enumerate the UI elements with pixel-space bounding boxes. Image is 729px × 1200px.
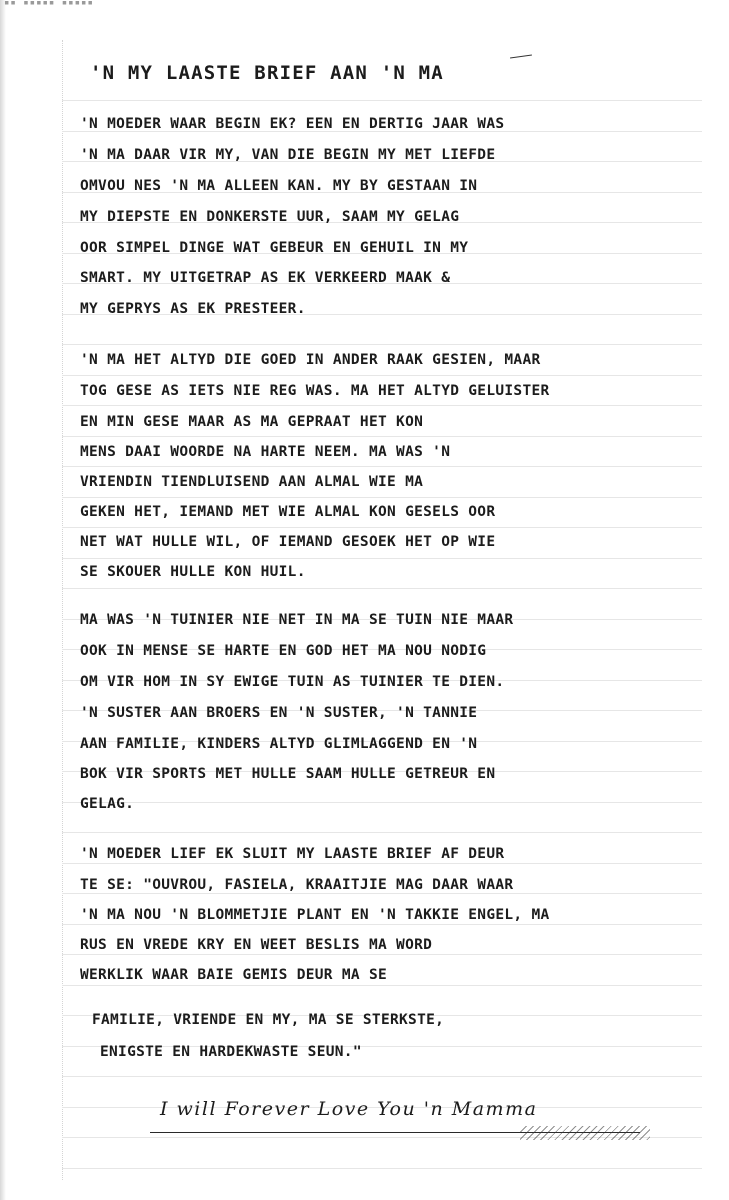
ruled-line: [62, 375, 702, 376]
p4-line-4: RUS EN VREDE KRY EN WEET BESLIS MA WORD: [80, 937, 433, 953]
p1-line-2: 'N MA DAAR VIR MY, VAN DIE BEGIN MY MET LIEFDE: [80, 147, 496, 163]
p3-line-7: GELAG.: [80, 796, 135, 812]
ruled-line: [62, 924, 702, 925]
p2-line-7: NET WAT HULLE WIL, OF IEMAND GESOEK HET OP WIE: [80, 534, 496, 550]
p2-line-2: TOG GESE AS IETS NIE REG WAS. MA HET ALTYD GELUISTER: [80, 383, 550, 399]
ruled-line: [62, 466, 702, 467]
ruled-line: [62, 497, 702, 498]
ruled-line: [62, 527, 702, 528]
ruled-line: [62, 344, 702, 345]
p2-line-3: EN MIN GESE MAAR AS MA GEPRAAT HET KON: [80, 414, 424, 430]
p1-line-3: OMVOU NES 'N MA ALLEEN KAN. MY BY GESTAAN IN: [80, 178, 478, 194]
letter-title: 'N MY LAASTE BRIEF AAN 'N MA: [90, 62, 444, 84]
ruled-line: [62, 985, 702, 986]
margin-line: [62, 40, 63, 1180]
p2-line-5: VRIENDIN TIENDLUISEND AAN ALMAL WIE MA: [80, 474, 424, 490]
ruled-line: [62, 832, 702, 833]
p3-line-3: OM VIR HOM IN SY EWIGE TUIN AS TUINIER TE DIEN.: [80, 674, 505, 690]
ruled-line: [62, 558, 702, 559]
p2-line-8: SE SKOUER HULLE KON HUIL.: [80, 564, 306, 580]
closing-signature: I will Forever Love You 'n Mamma: [160, 1098, 538, 1120]
p3-line-6: BOK VIR SPORTS MET HULLE SAAM HULLE GETREUR EN: [80, 766, 496, 782]
p1-line-6: SMART. MY UITGETRAP AS EK VERKEERD MAAK &: [80, 270, 451, 286]
ruled-line: [62, 405, 702, 406]
p4-line-5: WERKLIK WAAR BAIE GEMIS DEUR MA SE: [80, 967, 388, 983]
p3-line-2: OOK IN MENSE SE HARTE EN GOD HET MA NOU NODIG: [80, 643, 487, 659]
p4-line-2: TE SE: "OUVROU, FASIELA, KRAAITJIE MAG DAAR WAAR: [80, 877, 514, 893]
scan-artifact: ▪▪ ▪▪▪▪▪ ▪▪▪▪▪: [4, 0, 94, 8]
p3-line-1: MA WAS 'N TUINIER NIE NET IN MA SE TUIN NIE MAAR: [80, 612, 514, 628]
p1-line-7: MY GEPRYS AS EK PRESTEER.: [80, 301, 306, 317]
ruled-line: [62, 100, 702, 101]
ruled-line: [62, 588, 702, 589]
p1-line-4: MY DIEPSTE EN DONKERSTE UUR, SAAM MY GELAG: [80, 209, 460, 225]
pen-mark: [510, 54, 532, 58]
p4-line-6: FAMILIE, VRIENDE EN MY, MA SE STERKSTE,: [92, 1012, 445, 1028]
ruled-line: [62, 863, 702, 864]
ruled-line: [62, 802, 702, 803]
p2-line-1: 'N MA HET ALTYD DIE GOED IN ANDER RAAK GESIEN, MAAR: [80, 352, 541, 368]
p3-line-5: AAN FAMILIE, KINDERS ALTYD GLIMLAGGEND EN 'N: [80, 736, 478, 752]
signature-hatch-mark: [520, 1126, 650, 1140]
p1-line-1: 'N MOEDER WAAR BEGIN EK? EEN EN DERTIG JAAR WAS: [80, 116, 505, 132]
ruled-line: [62, 893, 702, 894]
p4-line-3: 'N MA NOU 'N BLOMMETJIE PLANT EN 'N TAKKIE ENGEL, MA: [80, 907, 550, 923]
ruled-line: [62, 1168, 702, 1169]
p2-line-6: GEKEN HET, IEMAND MET WIE ALMAL KON GESELS OOR: [80, 504, 496, 520]
p4-line-1: 'N MOEDER LIEF EK SLUIT MY LAASTE BRIEF AF DEUR: [80, 846, 505, 862]
p3-line-4: 'N SUSTER AAN BROERS EN 'N SUSTER, 'N TANNIE: [80, 705, 478, 721]
p4-line-7: ENIGSTE EN HARDEKWASTE SEUN.": [100, 1044, 362, 1060]
ruled-line: [62, 954, 702, 955]
ruled-line: [62, 436, 702, 437]
p1-line-5: OOR SIMPEL DINGE WAT GEBEUR EN GEHUIL IN MY: [80, 240, 469, 256]
ruled-line: [62, 1076, 702, 1077]
p2-line-4: MENS DAAI WOORDE NA HARTE NEEM. MA WAS 'N: [80, 444, 451, 460]
